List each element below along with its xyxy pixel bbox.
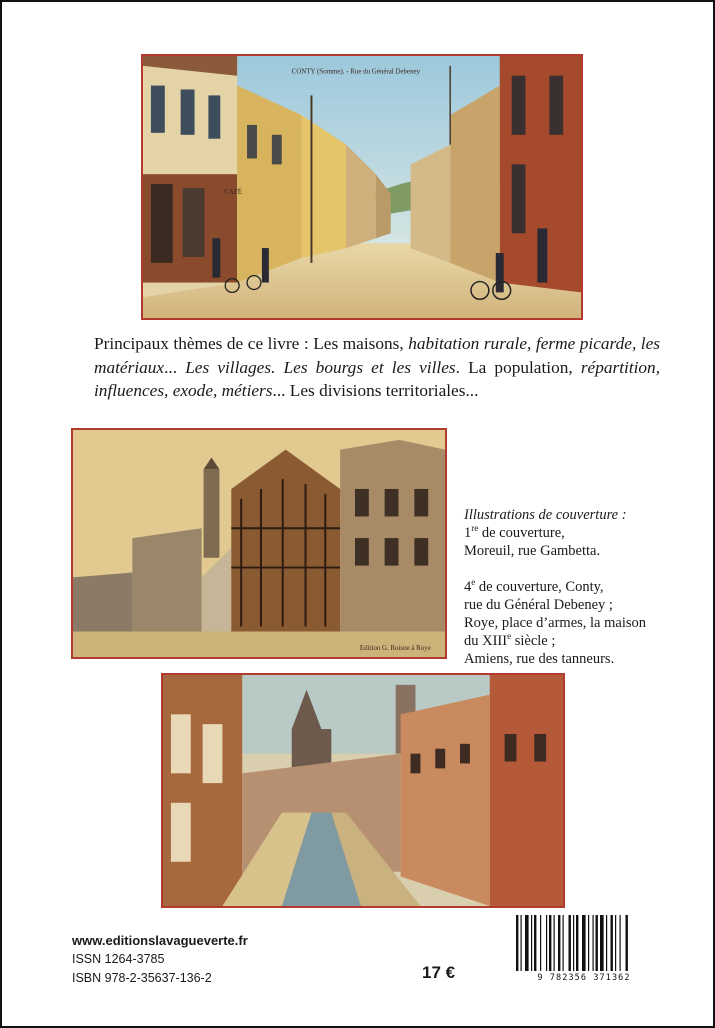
conty-caption: CONTY (Somme). - Rue du Général Debeney (291, 68, 421, 76)
caption-front-place: Moreuil, rue Gambetta. (464, 543, 601, 559)
conty-illustration (143, 56, 581, 318)
themes-italic-2: Les villages. Les bourgs et les villes (185, 357, 456, 377)
caption-xiii-pre: du XIII (464, 633, 508, 649)
isbn: ISBN 978-2-35637-136-2 (72, 971, 212, 985)
captions-title: Illustrations de couverture : (464, 507, 627, 523)
isbn-barcode (514, 915, 654, 985)
caption-back-cover (464, 578, 694, 596)
photo-conty-street (141, 54, 583, 320)
caption-front-sup: re (471, 523, 479, 534)
amiens-illustration (163, 675, 563, 906)
caption-xiii (464, 632, 694, 650)
caption-amiens: Amiens, rue des tanneurs. (464, 651, 615, 667)
themes-italic-1: habitation rurale, ferme picarde, les matériaux (94, 334, 661, 377)
barcode-digits: 9 782356 371362 (537, 973, 631, 983)
roye-publisher: Edition G. Roisne à Roye (359, 645, 431, 653)
cover-illustrations-caption (464, 506, 694, 668)
photo-amiens-tanneurs (161, 673, 565, 908)
caption-back-rest: de couverture, Conty, (475, 579, 604, 595)
themes-text-3: . La population, (455, 357, 581, 377)
caption-back-sup: e (471, 577, 476, 588)
publisher-website-link[interactable]: www.editionslavagueverte.fr (72, 933, 248, 948)
caption-roye: Roye, place d’armes, la maison (464, 615, 646, 631)
caption-back-num: 4 (464, 579, 472, 595)
barcode-bars (514, 915, 654, 973)
themes-italic-3: répartition, influences, exode, métiers (94, 357, 661, 400)
caption-debeney: rue du Général Debeney ; (464, 597, 613, 613)
roye-illustration (73, 430, 445, 657)
caption-xiii-post: siècle ; (511, 633, 556, 649)
issn: ISSN 1264-3785 (72, 952, 165, 966)
themes-text-2: ... (164, 357, 186, 377)
book-themes (94, 332, 660, 403)
caption-xiii-sup: e (507, 631, 512, 642)
caption-front-rest: de couverture, (478, 525, 565, 541)
caption-front-cover (464, 524, 694, 542)
cafe-sign: CAFÉ (224, 188, 242, 196)
publication-info (72, 931, 248, 988)
photo-roye-place (71, 428, 447, 659)
caption-front-num: 1 (464, 525, 472, 541)
price: 17 € (422, 963, 456, 982)
themes-text-4: ... Les divisions territoriales... (272, 381, 479, 400)
themes-text-1: Principaux thèmes de ce livre : Les maisons, (94, 334, 409, 353)
